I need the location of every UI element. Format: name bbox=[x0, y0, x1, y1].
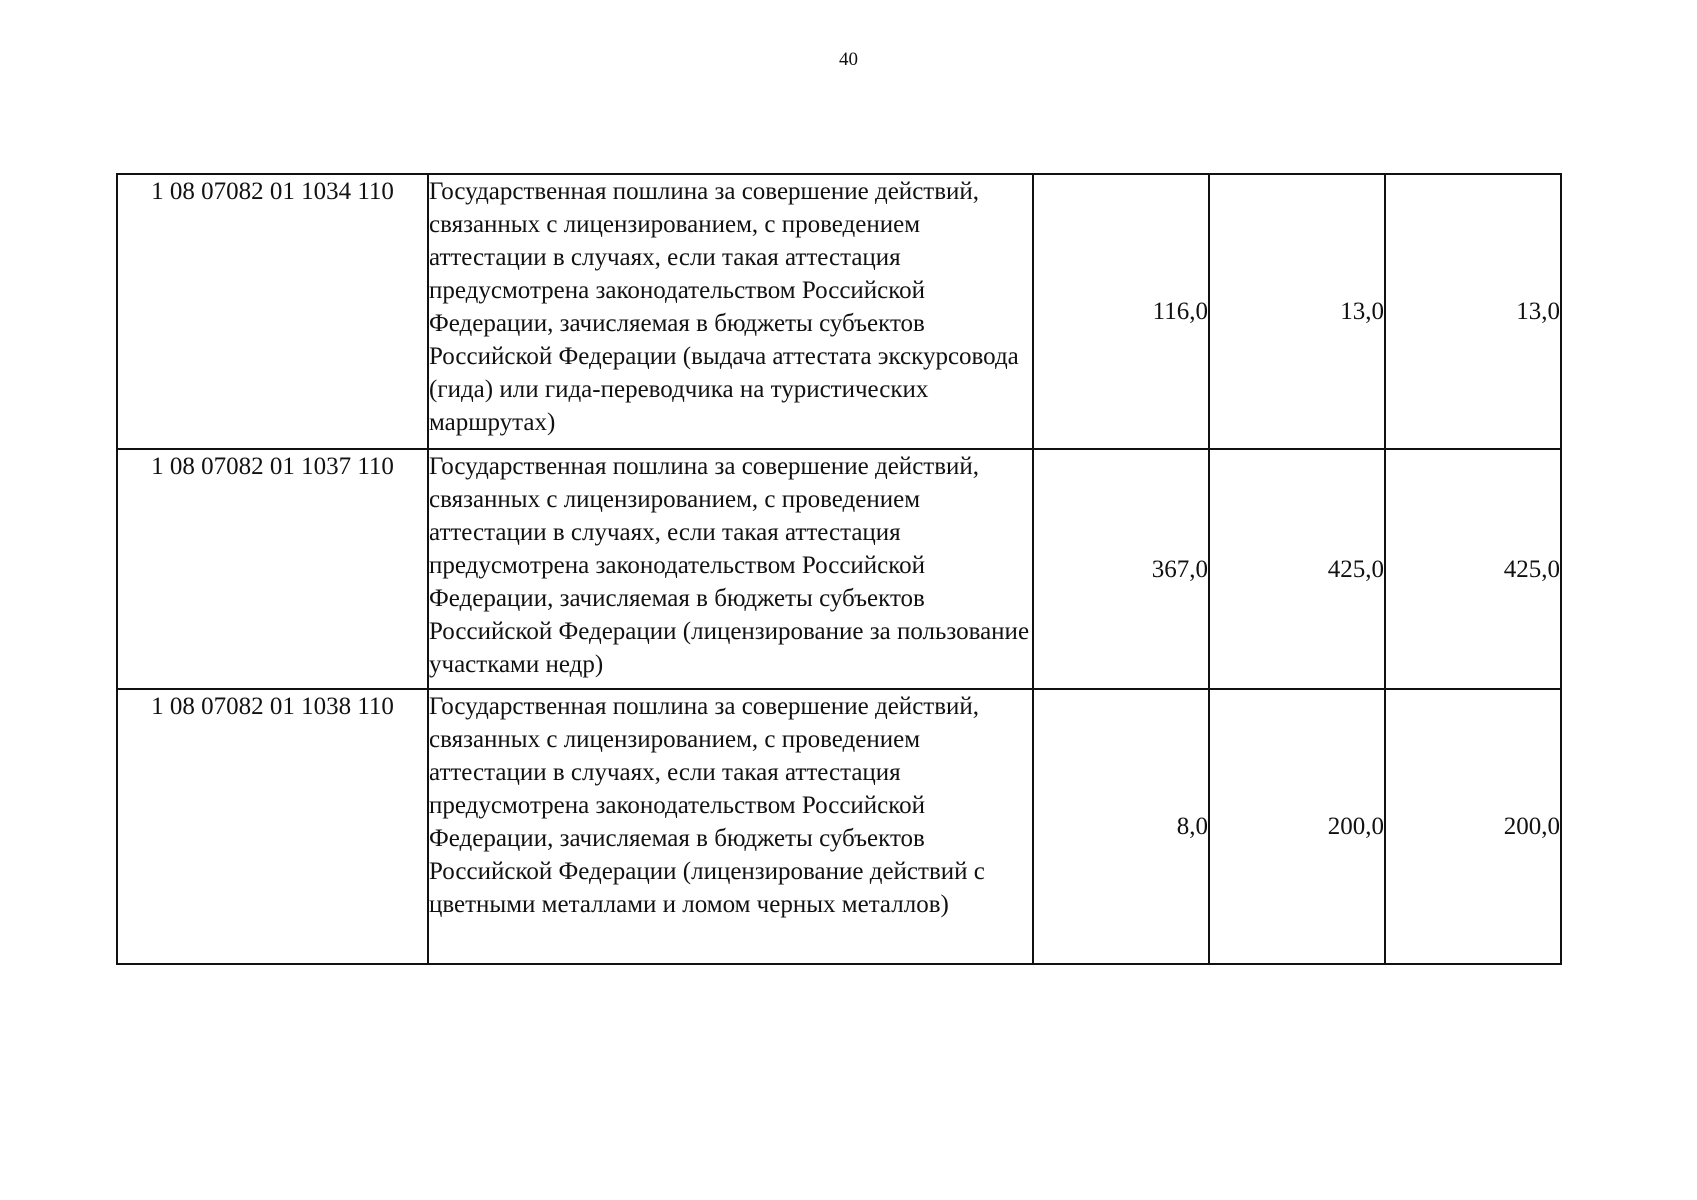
budget-code-cell: 1 08 07082 01 1038 110 bbox=[117, 689, 428, 964]
description-cell: Государственная пошлина за совершение действий, связанных с лицензированием, с проведением аттестации в случаях, если такая аттестация предусмотрена законодательством Российской Федерации, зачисляемая в бюджеты субъектов Российской Федерации (лицензирование действий с цветными металлами и ломом черных металлов) bbox=[428, 689, 1033, 964]
table-row bbox=[117, 174, 1561, 449]
budget-code-cell: 1 08 07082 01 1037 110 bbox=[117, 449, 428, 689]
value-3-cell: 425,0 bbox=[1385, 449, 1561, 689]
value-2-cell: 13,0 bbox=[1209, 174, 1385, 449]
table-row bbox=[117, 449, 1561, 689]
table-row bbox=[117, 689, 1561, 964]
value-3-cell: 13,0 bbox=[1385, 174, 1561, 449]
value-2-cell: 200,0 bbox=[1209, 689, 1385, 964]
page-number: 40 bbox=[839, 49, 858, 70]
value-3-cell: 200,0 bbox=[1385, 689, 1561, 964]
description-cell: Государственная пошлина за совершение действий, связанных с лицензированием, с проведением аттестации в случаях, если такая аттестация предусмотрена законодательством Российской Федерации, зачисляемая в бюджеты субъектов Российской Федерации (лицензирование за пользование участками недр) bbox=[428, 449, 1033, 689]
budget-revenue-table bbox=[116, 173, 1562, 965]
value-1-cell: 116,0 bbox=[1033, 174, 1209, 449]
value-2-cell: 425,0 bbox=[1209, 449, 1385, 689]
budget-code-cell: 1 08 07082 01 1034 110 bbox=[117, 174, 428, 449]
value-1-cell: 367,0 bbox=[1033, 449, 1209, 689]
value-1-cell: 8,0 bbox=[1033, 689, 1209, 964]
description-cell: Государственная пошлина за совершение действий, связанных с лицензированием, с проведением аттестации в случаях, если такая аттестация предусмотрена законодательством Российской Федерации, зачисляемая в бюджеты субъектов Российской Федерации (выдача аттестата экскурсовода (гида) или гида-переводчика на туристических маршрутах) bbox=[428, 174, 1033, 449]
